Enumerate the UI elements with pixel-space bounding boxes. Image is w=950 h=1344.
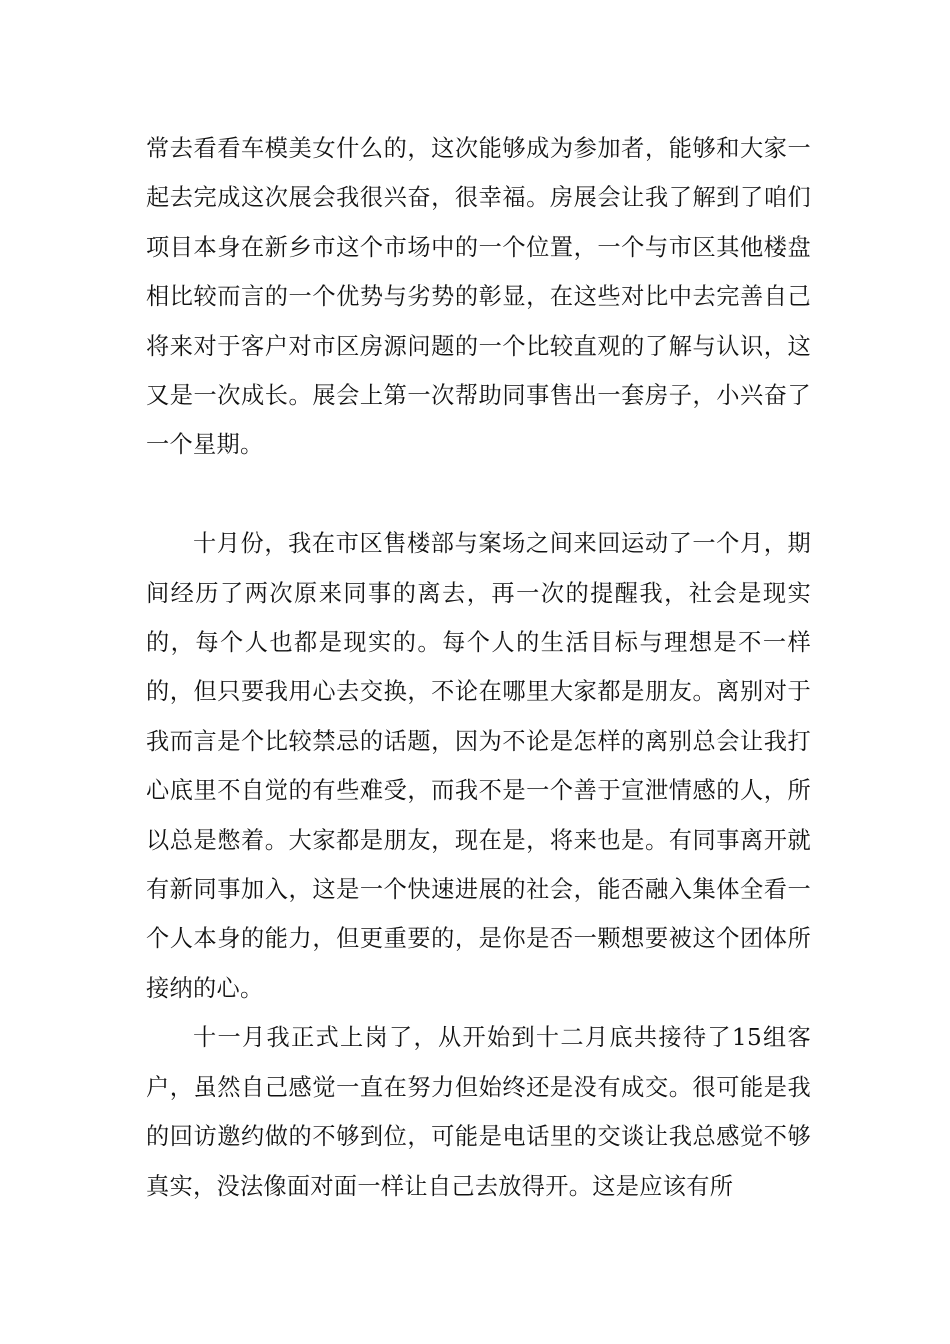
paragraph-2: 十月份，我在市区售楼部与案场之间来回运动了一个月，期间经历了两次原来同事的离去，再一次的提醒我，社会是现实的，每个人也都是现实的。每个人的生活目标与理想是不一样的，但只要我用心去交换，不论在哪里大家都是朋友。离别对于我而言是个比较禁忌的话题，因为不论是怎样的离别总会让我打心底里不自觉的有些难受，而我不是一个善于宣泄情感的人，所以总是憋着。大家都是朋友，现在是，将来也是。有同事离开就有新同事加入，这是一个快速进展的社会，能否融入集体全看一个人本身的能力，但更重要的，是你是否一颗想要被这个团体所接纳的心。 [146, 530, 811, 1002]
document-body [146, 124, 811, 1211]
paragraph-3: 十一月我正式上岗了，从开始到十二月底共接待了15组客户，虽然自己感觉一直在努力但始终还是没有成交。很可能是我的回访邀约做的不够到位，可能是电话里的交谈让我总感觉不够真实，没法像面对面一样让自己去放得开。这是应该有所 [146, 1024, 811, 1200]
paragraph-spacer [146, 470, 811, 519]
paragraph-1: 常去看看车模美女什么的，这次能够成为参加者，能够和大家一起去完成这次展会我很兴奋，很幸福。房展会让我了解到了咱们项目本身在新乡市这个市场中的一个位置，一个与市区其他楼盘相比较而言的一个优势与劣势的彰显，在这些对比中去完善自己将来对于客户对市区房源问题的一个比较直观的了解与认识，这又是一次成长。展会上第一次帮助同事售出一套房子，小兴奋了一个星期。 [146, 135, 811, 459]
